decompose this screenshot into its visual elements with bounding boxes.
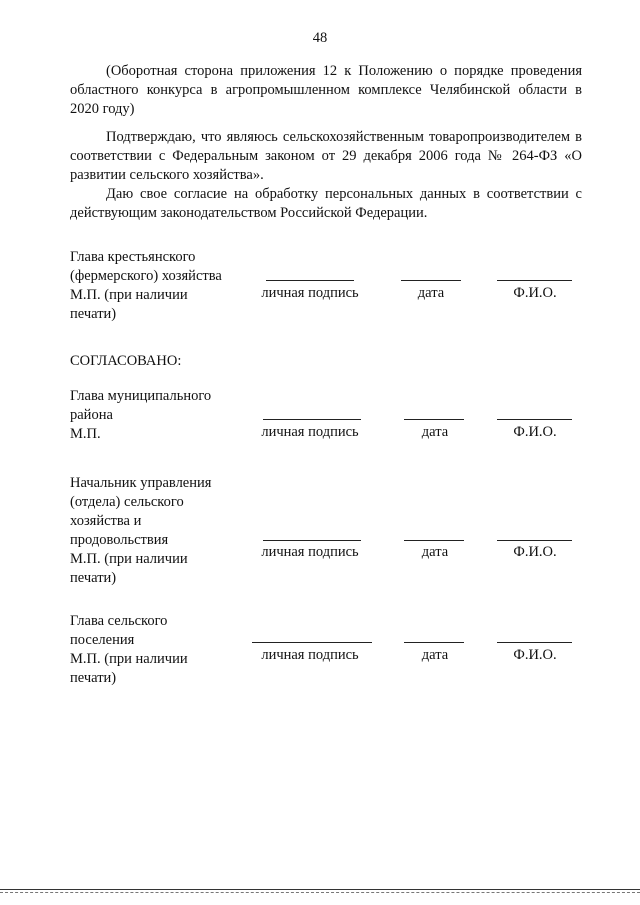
label-line: поселения (70, 632, 135, 648)
date-caption: дата (421, 544, 449, 560)
signature-line (252, 642, 372, 643)
signature-line (263, 419, 361, 420)
date-caption: дата (421, 424, 449, 440)
signer-label-farm-head (70, 248, 255, 324)
name-line (497, 642, 572, 643)
label-line: печати) (70, 306, 117, 322)
signature-caption: личная подпись (261, 544, 359, 560)
label-line: М.П. (при наличии (70, 287, 188, 303)
label-line: Глава муниципального (70, 388, 212, 404)
label-line: печати) (70, 670, 117, 686)
label-line: Начальник управления (70, 475, 212, 491)
page-number: 48 (312, 30, 328, 46)
name-caption: Ф.И.О. (513, 424, 557, 440)
signer-label-district-head (70, 387, 255, 444)
date-line (401, 280, 461, 281)
label-line: (отдела) сельского (70, 494, 184, 510)
name-caption: Ф.И.О. (513, 647, 557, 663)
date-caption: дата (417, 285, 445, 301)
page-bottom-rule-secondary (0, 892, 640, 893)
signer-label-settlement-head (70, 612, 255, 688)
name-caption: Ф.И.О. (513, 544, 557, 560)
agreed-heading: СОГЛАСОВАНО: (70, 353, 182, 369)
label-line: Глава сельского (70, 613, 168, 629)
date-line (404, 540, 464, 541)
label-line: М.П. (при наличии (70, 651, 188, 667)
label-line: района (70, 407, 113, 423)
label-line: хозяйства и (70, 513, 142, 529)
name-caption: Ф.И.О. (513, 285, 557, 301)
label-line: печати) (70, 570, 117, 586)
confirm-text: Подтверждаю, что являюсь сельскохозяйственным товаропроизводителем в соответствии с Федеральным законом от 29 декабря 2006 года № 264-ФЗ «О развитии сельского хозяйства». (70, 129, 582, 183)
date-line (404, 642, 464, 643)
header-note: (Оборотная сторона приложения 12 к Положению о порядке проведения областного конкурса в агропромышленном комплексе Челябинской области в 2020 году) (70, 63, 582, 117)
label-line: продовольствия (70, 532, 169, 548)
signature-line (263, 540, 361, 541)
label-line: М.П. (70, 426, 101, 442)
label-line: (фермерского) хозяйства (70, 268, 222, 284)
label-line: М.П. (при наличии (70, 551, 188, 567)
signature-caption: личная подпись (261, 647, 359, 663)
date-line (404, 419, 464, 420)
page-bottom-rule (0, 889, 640, 890)
date-caption: дата (421, 647, 449, 663)
consent-text: Даю свое согласие на обработку персональных данных в соответствии с действующим законодательством Российской Федерации. (70, 186, 582, 221)
signer-label-agriculture-chief (70, 474, 255, 588)
name-line (497, 280, 572, 281)
name-line (497, 540, 572, 541)
name-line (497, 419, 572, 420)
signature-line (266, 280, 354, 281)
signature-caption: личная подпись (261, 424, 359, 440)
signature-caption: личная подпись (261, 285, 359, 301)
label-line: Глава крестьянского (70, 249, 196, 265)
